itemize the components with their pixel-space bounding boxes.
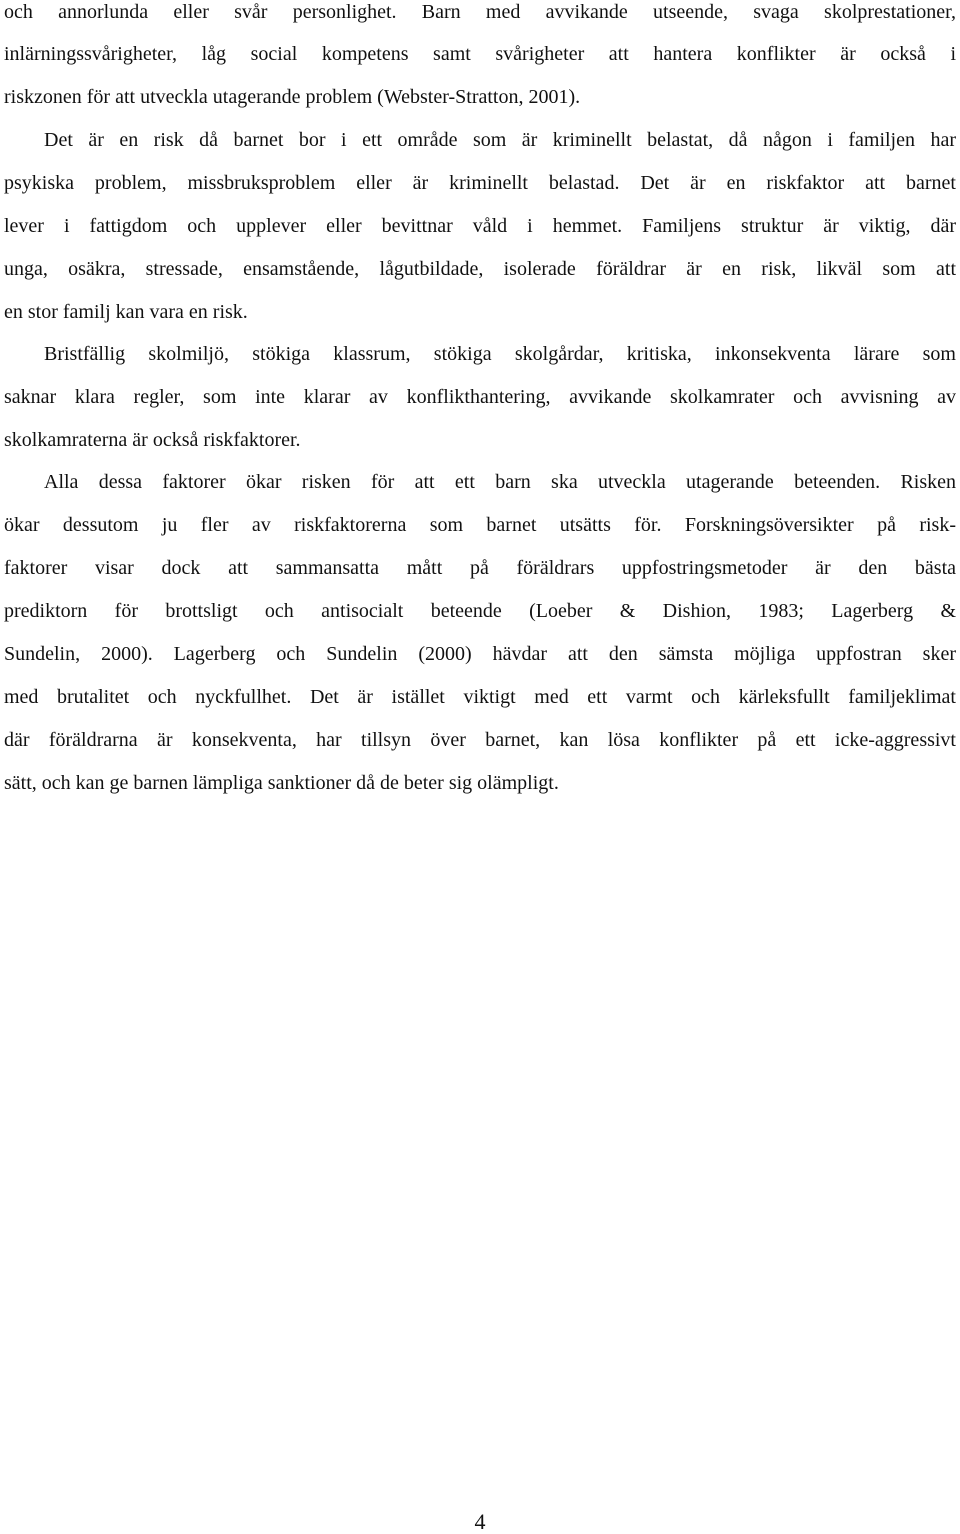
text-line: Alla dessa faktorer ökar risken för att ett barn ska utveckla utagerande beteenden. Risken (44, 471, 956, 493)
text-line: lever i fattigdom och upplever eller bevittnar våld i hemmet. Familjens struktur är viktig, där (4, 215, 956, 237)
text-line: ökar dessutom ju fler av riskfaktorerna som barnet utsätts för. Forskningsöversikter på risk- (4, 514, 956, 536)
text-line: faktorer visar dock att sammansatta mått på föräldrars uppfostringsmetoder är den bästa (4, 557, 956, 579)
text-line: Sundelin, 2000). Lagerberg och Sundelin (2000) hävdar att den sämsta möjliga uppfostran sker (4, 643, 956, 665)
text-line: Det är en risk då barnet bor i ett område som är kriminellt belastat, då någon i familjen har (44, 129, 956, 151)
text-line: prediktorn för brottsligt och antisocialt beteende (Loeber & Dishion, 1983; Lagerberg & (4, 600, 956, 622)
text-line: där föräldrarna är konsekventa, har tillsyn över barnet, kan lösa konflikter på ett icke-aggressivt (4, 729, 956, 751)
page-number: 4 (474, 1509, 486, 1534)
text-line: psykiska problem, missbruksproblem eller är kriminellt belastad. Det är en riskfaktor att barnet (4, 172, 956, 194)
text-line: unga, osäkra, stressade, ensamstående, lågutbildade, isolerade föräldrar är en risk, likväl som att (4, 258, 956, 280)
text-line: saknar klara regler, som inte klarar av konflikthantering, avvikande skolkamrater och avvisning av (4, 386, 956, 408)
text-line: och annorlunda eller svår personlighet. Barn med avvikande utseende, svaga skolprestationer, (4, 1, 956, 23)
text-line: skolkamraterna är också riskfaktorer. (4, 429, 301, 451)
text-line: riskzonen för att utveckla utagerande problem (Webster-Stratton, 2001). (4, 86, 581, 108)
text-line: Bristfällig skolmiljö, stökiga klassrum, stökiga skolgårdar, kritiska, inkonsekventa lärare som (44, 343, 956, 365)
text-line: inlärningssvårigheter, låg social kompetens samt svårigheter att hantera konflikter är också i (4, 43, 956, 65)
text-line: med brutalitet och nyckfullhet. Det är istället viktigt med ett varmt och kärleksfullt familjeklimat (4, 686, 956, 708)
text-line: sätt, och kan ge barnen lämpliga sanktioner då de beter sig olämpligt. (4, 772, 559, 794)
text-line: en stor familj kan vara en risk. (4, 301, 248, 323)
document-page (4, 0, 956, 1534)
